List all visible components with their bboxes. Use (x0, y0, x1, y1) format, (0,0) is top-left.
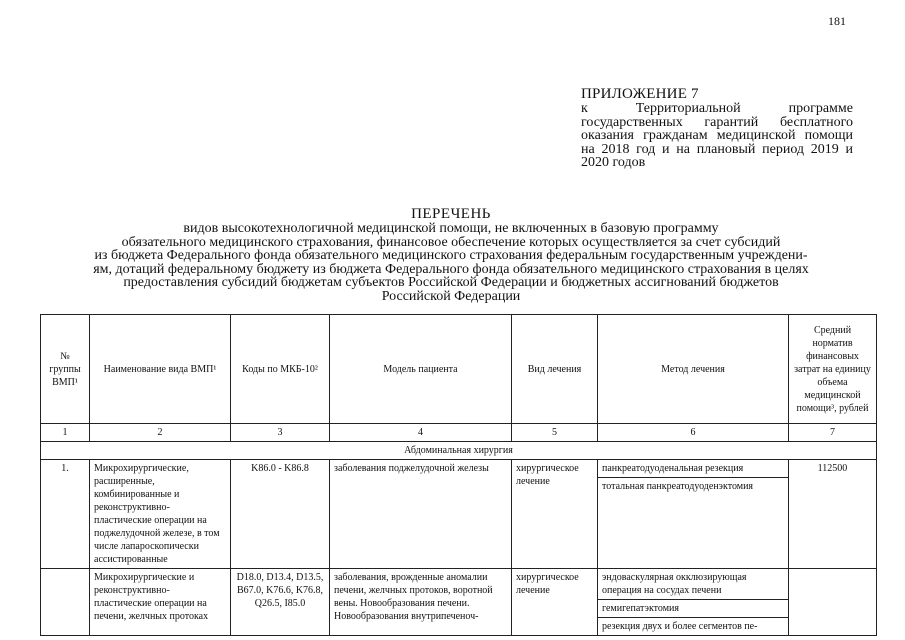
patient-model: заболевания поджелудочной железы (330, 460, 512, 569)
column-header-method: Метод лечения (598, 315, 789, 424)
avg-cost: 112500 (789, 460, 877, 569)
column-number: 5 (512, 424, 598, 442)
table-row (41, 460, 877, 569)
column-header-avg-cost: Средний норматив финансовых затрат на единицу объема медицинской помощи³, рублей (789, 315, 877, 424)
column-number: 7 (789, 424, 877, 442)
treatment-type: хирургическое лечение (512, 460, 598, 569)
method-item: тотальная панкреатодуоденэктомия (602, 481, 754, 492)
appendix-text: к Территориальной программе государственных гарантий бесплатного оказания гражданам медицинской помощи на 2018 год и на плановый период 2019 и 2020 годов (581, 101, 853, 170)
method-item: гемигепатэктомия (598, 600, 788, 618)
column-number: 4 (330, 424, 512, 442)
icd-codes: D18.0, D13.4, D13.5, B67.0, K76.6, K76.8, Q26.5, I85.0 (231, 569, 330, 636)
subtitle-line: ям, дотаций федеральному бюджету из бюджета Федерального фонда обязательного медицинского страхования в целях (93, 261, 809, 277)
subtitle-line: предоставления субсидий бюджетам субъектов Российской Федерации и бюджетных ассигнований бюджетов (123, 275, 779, 290)
page-number: 181 (828, 14, 846, 28)
patient-model: заболевания, врожденные аномалии печени, желчных протоков, воротной вены. Новообразования печени. Новообразования внутрипеченоч- (330, 569, 512, 636)
document-subtitle (40, 222, 862, 303)
section-title: Абдоминальная хирургия (41, 442, 877, 460)
treatment-methods (598, 460, 789, 569)
appendix-block (581, 87, 853, 170)
method-item: эндоваскулярная окклюзирующая операция на сосудах печени (598, 569, 788, 600)
subtitle-line: видов высокотехнологичной медицинской помощи, не включенных в базовую программу (183, 221, 719, 236)
section-row (41, 442, 877, 460)
group-number (41, 569, 90, 636)
subtitle-line: Российской Федерации (381, 288, 521, 304)
subtitle-line: из бюджета Федерального фонда обязательного медицинского страхования федеральным государственным учреждени- (94, 248, 808, 263)
treatment-methods (598, 569, 789, 636)
column-number: 2 (90, 424, 231, 442)
column-number: 6 (598, 424, 789, 442)
table-header-row (41, 315, 877, 424)
document-header (40, 207, 862, 303)
column-header-group: № группы ВМП¹ (41, 315, 90, 424)
column-number: 3 (231, 424, 330, 442)
column-header-treatment: Вид лечения (512, 315, 598, 424)
column-header-codes: Коды по МКБ-10² (231, 315, 330, 424)
subtitle-line: обязательного медицинского страхования, финансовое обеспечение которых осуществляется за счет субсидий (121, 234, 781, 250)
column-header-model: Модель пациента (330, 315, 512, 424)
method-item: панкреатодуоденальная резекция (598, 460, 788, 478)
vmp-name: Микрохирургические, расширенные, комбинированные и реконструктивно-пластические операции на поджелудочной железе, в том числе лапароскопически ассистированные (90, 460, 231, 569)
column-number: 1 (41, 424, 90, 442)
icd-codes: K86.0 - K86.8 (231, 460, 330, 569)
document-title: ПЕРЕЧЕНЬ (411, 206, 491, 222)
treatment-type: хирургическое лечение (512, 569, 598, 636)
appendix-title: ПРИЛОЖЕНИЕ 7 (581, 86, 699, 102)
group-number: 1. (41, 460, 90, 569)
column-number-row (41, 424, 877, 442)
table-row (41, 569, 877, 636)
column-header-name: Наименование вида ВМП¹ (90, 315, 231, 424)
method-item: резекция двух и более сегментов пе- (602, 621, 758, 632)
vmp-name: Микрохирургические и реконструктивно-пластические операции на печени, желчных протоках (90, 569, 231, 636)
avg-cost (789, 569, 877, 636)
vmp-table (40, 314, 877, 636)
